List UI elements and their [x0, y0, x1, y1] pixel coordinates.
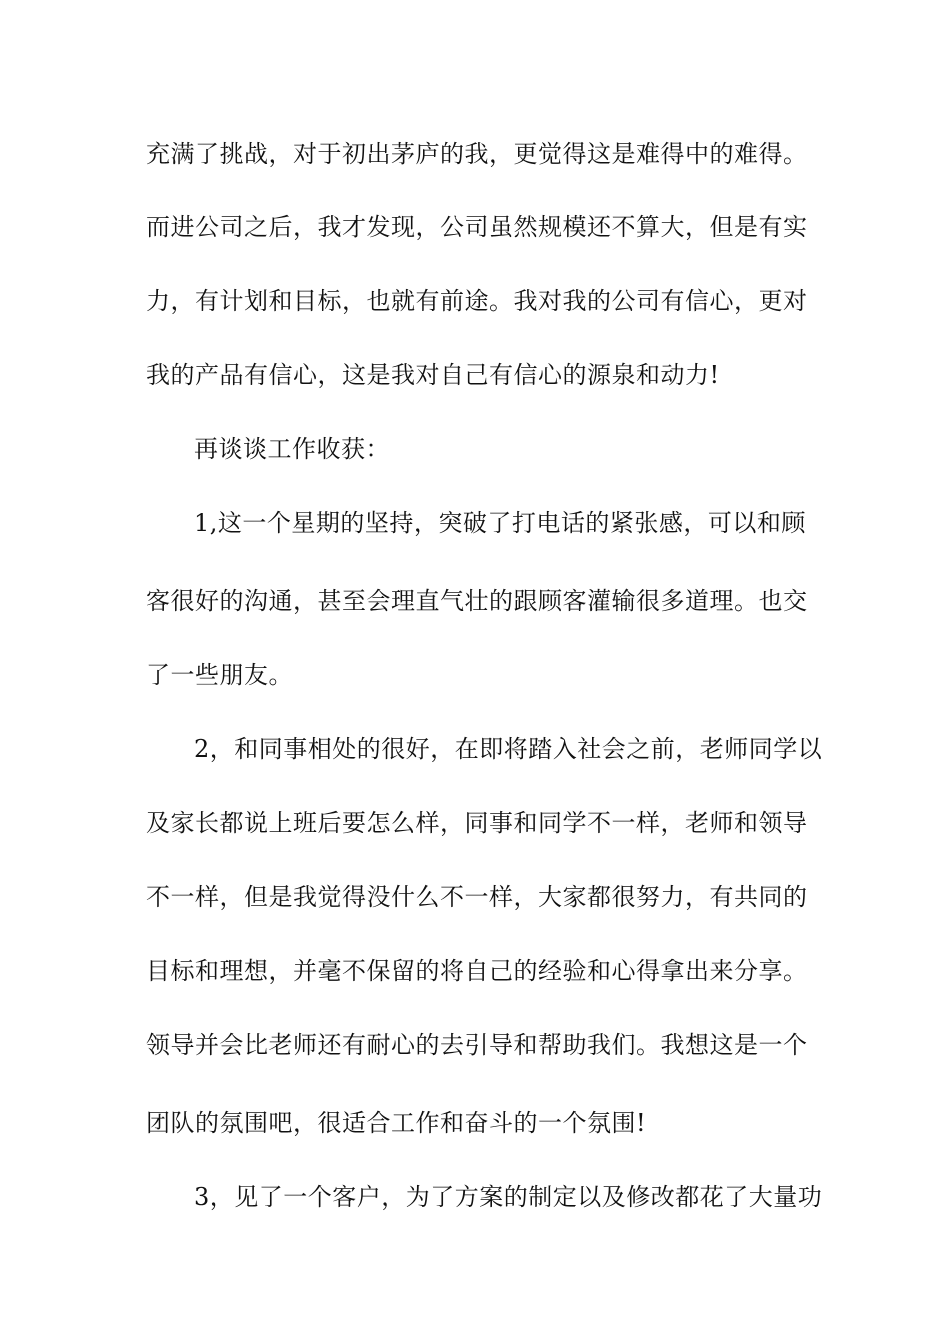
list-item-1-line-1: 1,这一个星期的坚持，突破了打电话的紧张感，可以和顾	[194, 509, 806, 537]
list-item-2-line-2: 及家长都说上班后要怎么样，同事和同学不一样，老师和领导	[146, 809, 808, 837]
section-heading-gains: 再谈谈工作收获：	[194, 435, 390, 463]
text-line-3: 力，有计划和目标，也就有前途。我对我的公司有信心，更对	[146, 287, 808, 315]
list-item-2-line-6: 团队的氛围吧，很适合工作和奋斗的一个氛围!	[146, 1109, 647, 1137]
text-line-2: 而进公司之后，我才发现，公司虽然规模还不算大，但是有实	[146, 213, 808, 241]
text-line-4: 我的产品有信心，这是我对自己有信心的源泉和动力!	[146, 361, 720, 389]
list-item-1-line-2: 客很好的沟通，甚至会理直气壮的跟顾客灌输很多道理。也交	[146, 587, 808, 615]
list-item-3-line-1: 3，见了一个客户，为了方案的制定以及修改都花了大量功	[194, 1183, 823, 1211]
list-item-2-line-3: 不一样，但是我觉得没什么不一样，大家都很努力，有共同的	[146, 883, 808, 911]
list-item-2-line-4: 目标和理想，并毫不保留的将自己的经验和心得拿出来分享。	[146, 957, 808, 985]
text-line-1: 充满了挑战，对于初出茅庐的我，更觉得这是难得中的难得。	[146, 140, 808, 168]
list-item-1-line-3: 了一些朋友。	[146, 661, 293, 689]
list-item-2-line-5: 领导并会比老师还有耐心的去引导和帮助我们。我想这是一个	[146, 1031, 808, 1059]
list-item-2-line-1: 2，和同事相处的很好，在即将踏入社会之前，老师同学以	[194, 735, 823, 763]
